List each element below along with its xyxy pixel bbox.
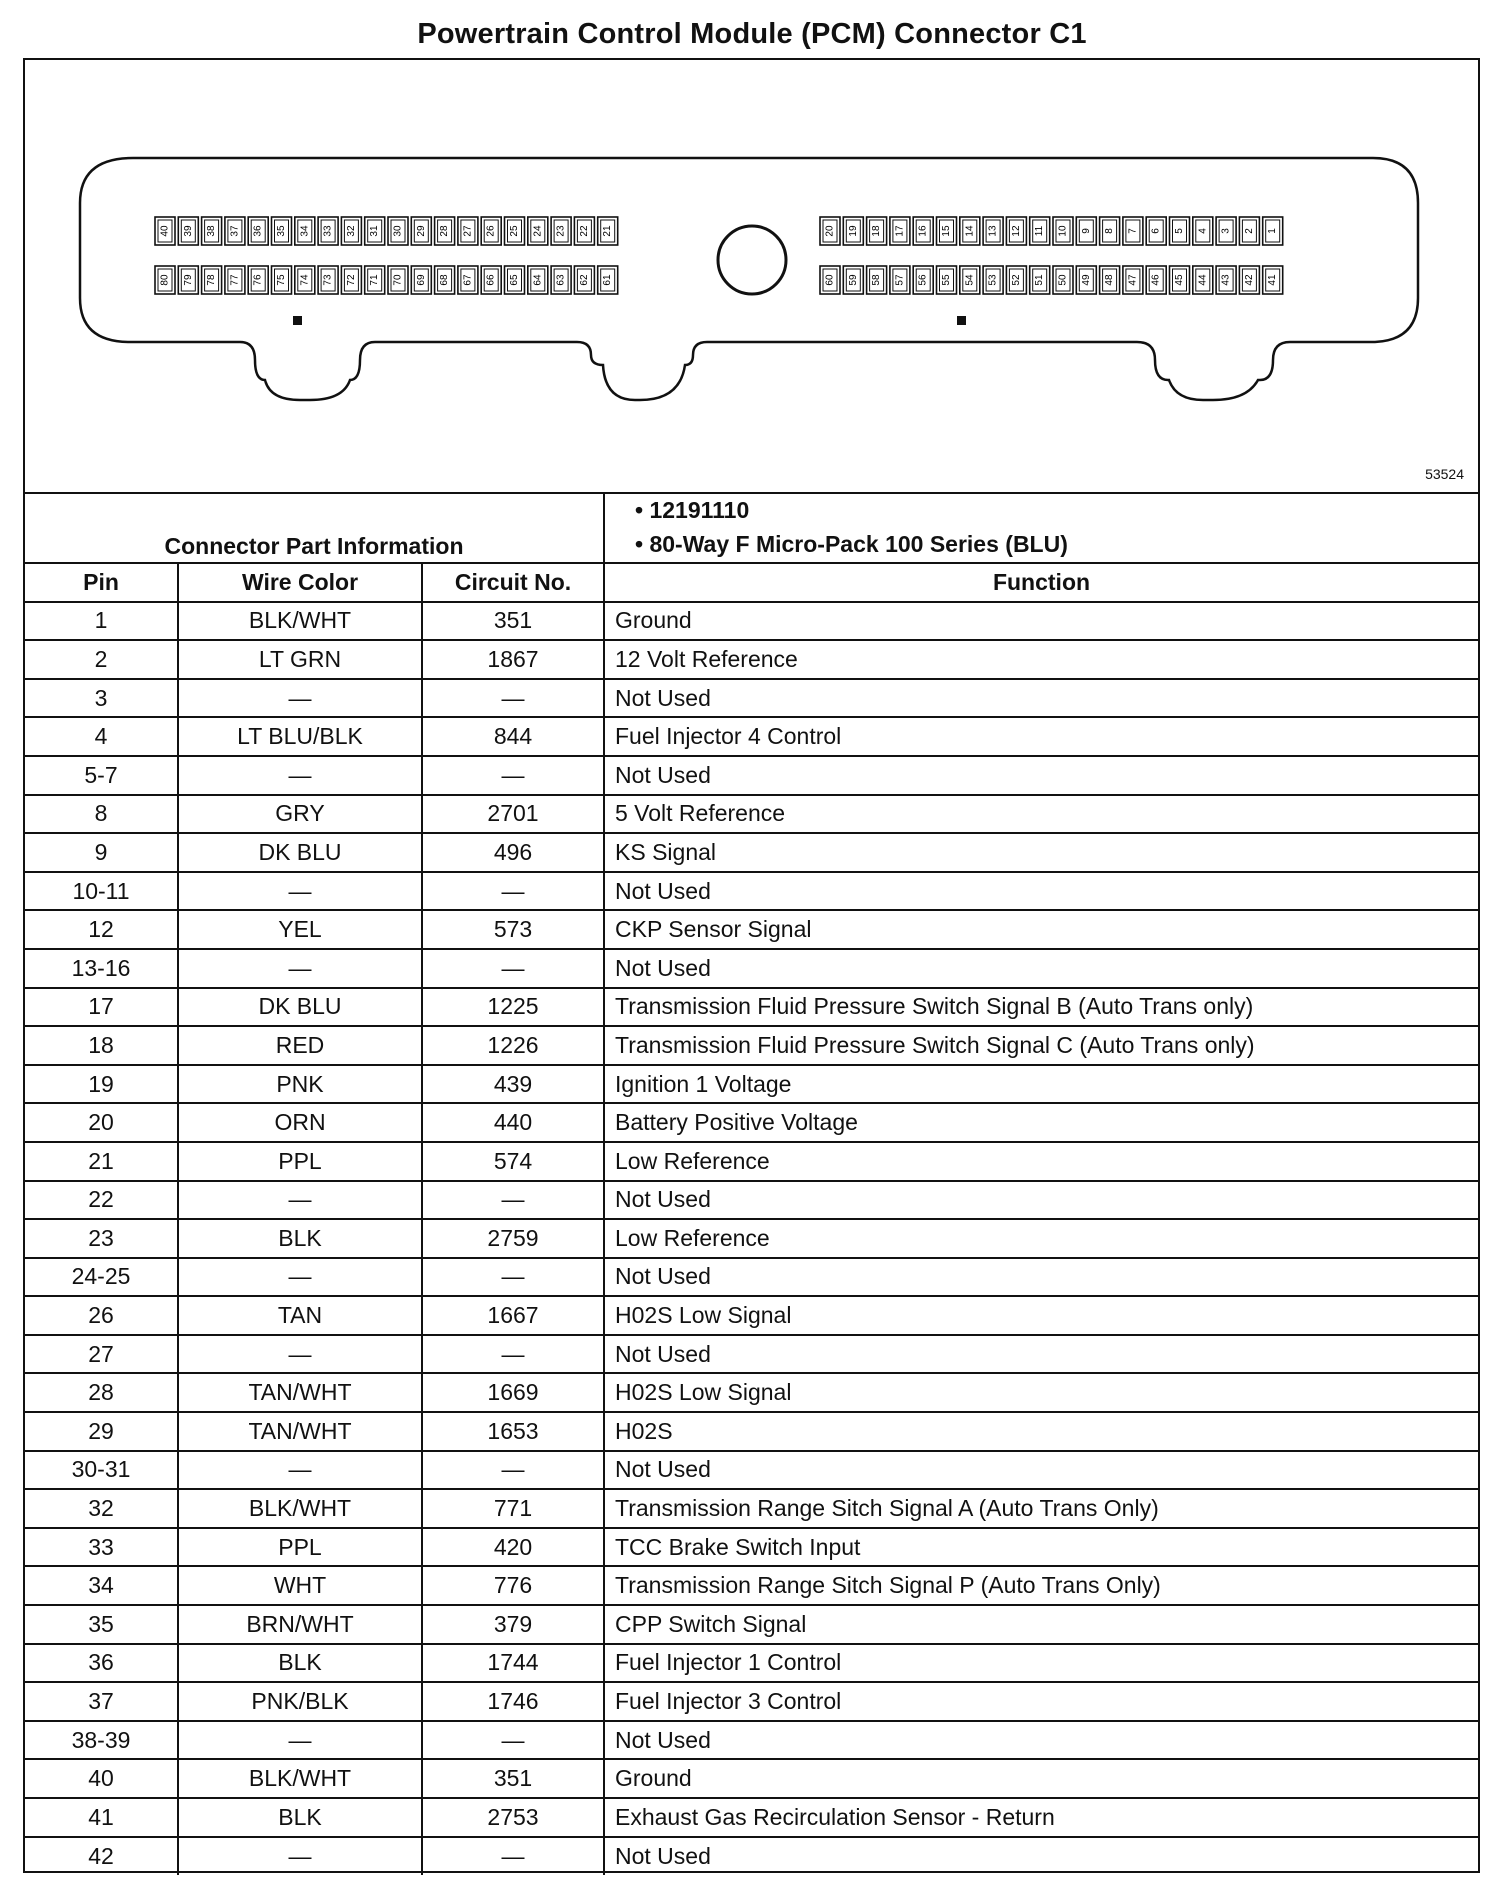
pin-number: 68 bbox=[439, 274, 451, 286]
table-row bbox=[25, 1296, 1478, 1335]
header-pin: Pin bbox=[25, 563, 178, 602]
polarity-dot-left bbox=[293, 316, 302, 325]
function-cell: Battery Positive Voltage bbox=[604, 1103, 1478, 1142]
polarity-dot-right bbox=[957, 316, 966, 325]
pin-number: 40 bbox=[159, 225, 171, 237]
pin-number: 78 bbox=[206, 274, 218, 286]
wire-color-cell: BLK/WHT bbox=[178, 1489, 422, 1528]
circuit-no-cell: 1667 bbox=[422, 1296, 604, 1335]
pin-number: 12 bbox=[1010, 225, 1022, 237]
pin-number: 22 bbox=[578, 225, 590, 237]
pin-cell: 2 bbox=[25, 640, 178, 679]
table-row bbox=[25, 1335, 1478, 1374]
circuit-no-cell: — bbox=[422, 1258, 604, 1297]
function-cell: Not Used bbox=[604, 679, 1478, 718]
pin-number: 48 bbox=[1104, 274, 1116, 286]
pin-number: 57 bbox=[894, 274, 906, 286]
wire-color-cell: DK BLU bbox=[178, 988, 422, 1027]
pin-cell: 4 bbox=[25, 717, 178, 756]
table-row bbox=[25, 833, 1478, 872]
circuit-no-cell: 420 bbox=[422, 1528, 604, 1567]
pin-number: 73 bbox=[322, 274, 334, 286]
pin-number: 77 bbox=[229, 274, 241, 286]
connector-drawing bbox=[25, 60, 1478, 492]
pin-number: 45 bbox=[1174, 274, 1185, 286]
function-cell: Transmission Range Sitch Signal P (Auto Trans Only) bbox=[604, 1566, 1478, 1605]
table-row bbox=[25, 1181, 1478, 1220]
circuit-no-cell: 1744 bbox=[422, 1644, 604, 1683]
function-cell: Ground bbox=[604, 1759, 1478, 1798]
pin-number: 38 bbox=[206, 225, 218, 237]
circuit-no-cell: 1669 bbox=[422, 1373, 604, 1412]
pin-number: 52 bbox=[1010, 274, 1022, 286]
function-cell: 12 Volt Reference bbox=[604, 640, 1478, 679]
table-row bbox=[25, 1644, 1478, 1683]
pin-number: 23 bbox=[555, 225, 567, 237]
circuit-no-cell: 1867 bbox=[422, 640, 604, 679]
pin-number: 1 bbox=[1267, 228, 1279, 234]
pin-number: 59 bbox=[847, 274, 859, 286]
table-row bbox=[25, 1373, 1478, 1412]
circuit-no-cell: — bbox=[422, 872, 604, 911]
pin-number: 64 bbox=[532, 274, 544, 286]
pin-number: 26 bbox=[485, 225, 497, 237]
function-cell: CPP Switch Signal bbox=[604, 1605, 1478, 1644]
wire-color-cell: — bbox=[178, 679, 422, 718]
wire-color-cell: BLK bbox=[178, 1219, 422, 1258]
table-row bbox=[25, 679, 1478, 718]
wire-color-cell: GRY bbox=[178, 795, 422, 834]
pin-number: 14 bbox=[964, 225, 976, 237]
pin-number: 28 bbox=[439, 225, 451, 237]
pin-cell: 35 bbox=[25, 1605, 178, 1644]
function-cell: Ignition 1 Voltage bbox=[604, 1065, 1478, 1104]
table-row bbox=[25, 717, 1478, 756]
table-row bbox=[25, 1219, 1478, 1258]
circuit-no-cell: — bbox=[422, 1721, 604, 1760]
pin-number: 69 bbox=[415, 274, 427, 286]
wire-color-cell: TAN/WHT bbox=[178, 1373, 422, 1412]
wire-color-cell: ORN bbox=[178, 1103, 422, 1142]
pin-number: 72 bbox=[345, 274, 357, 286]
wire-color-cell: LT GRN bbox=[178, 640, 422, 679]
wire-color-cell: BLK/WHT bbox=[178, 1759, 422, 1798]
key-circle bbox=[718, 226, 786, 294]
pin-cell: 24-25 bbox=[25, 1258, 178, 1297]
pin-cell: 10-11 bbox=[25, 872, 178, 911]
pin-cell: 40 bbox=[25, 1759, 178, 1798]
pin-number: 62 bbox=[578, 274, 590, 286]
circuit-no-cell: 379 bbox=[422, 1605, 604, 1644]
wire-color-cell: PPL bbox=[178, 1142, 422, 1181]
function-cell: H02S bbox=[604, 1412, 1478, 1451]
function-cell: Fuel Injector 1 Control bbox=[604, 1644, 1478, 1683]
connector-part-number: • 12191110 bbox=[635, 497, 750, 523]
function-cell: Low Reference bbox=[604, 1219, 1478, 1258]
wire-color-cell: — bbox=[178, 872, 422, 911]
pin-number: 50 bbox=[1057, 274, 1069, 286]
wire-color-cell: — bbox=[178, 1837, 422, 1876]
wire-color-cell: TAN bbox=[178, 1296, 422, 1335]
wire-color-cell: PPL bbox=[178, 1528, 422, 1567]
circuit-no-cell: 1225 bbox=[422, 988, 604, 1027]
pin-cell: 5-7 bbox=[25, 756, 178, 795]
pin-number: 53 bbox=[987, 274, 999, 286]
wire-color-cell: YEL bbox=[178, 910, 422, 949]
pin-cell: 3 bbox=[25, 679, 178, 718]
pin-number: 10 bbox=[1057, 225, 1069, 237]
pin-number: 3 bbox=[1220, 228, 1232, 234]
table-row bbox=[25, 872, 1478, 911]
wire-color-cell: BLK bbox=[178, 1644, 422, 1683]
pin-cell: 26 bbox=[25, 1296, 178, 1335]
wire-color-cell: PNK bbox=[178, 1065, 422, 1104]
pin-number: 2 bbox=[1243, 228, 1255, 234]
circuit-no-cell: 351 bbox=[422, 1759, 604, 1798]
wire-color-cell: RED bbox=[178, 1026, 422, 1065]
connector-info-label: Connector Part Information bbox=[25, 492, 604, 563]
function-cell: Not Used bbox=[604, 756, 1478, 795]
table-row bbox=[25, 1142, 1478, 1181]
wire-color-cell: BLK/WHT bbox=[178, 602, 422, 641]
pin-number: 16 bbox=[917, 225, 929, 237]
pin-table bbox=[25, 492, 1478, 1875]
function-cell: Transmission Fluid Pressure Switch Signal C (Auto Trans only) bbox=[604, 1026, 1478, 1065]
function-cell: Not Used bbox=[604, 1451, 1478, 1490]
function-cell: Not Used bbox=[604, 1258, 1478, 1297]
pin-number: 54 bbox=[964, 274, 976, 286]
function-cell: Transmission Range Sitch Signal A (Auto Trans Only) bbox=[604, 1489, 1478, 1528]
circuit-no-cell: 574 bbox=[422, 1142, 604, 1181]
pin-number: 13 bbox=[987, 225, 999, 237]
wire-color-cell: TAN/WHT bbox=[178, 1412, 422, 1451]
wire-color-cell: — bbox=[178, 1721, 422, 1760]
page-title: Powertrain Control Module (PCM) Connector C1 bbox=[417, 18, 1087, 50]
circuit-no-cell: 1226 bbox=[422, 1026, 604, 1065]
wire-color-cell: — bbox=[178, 949, 422, 988]
circuit-no-cell: — bbox=[422, 1451, 604, 1490]
table-row bbox=[25, 1412, 1478, 1451]
pin-number: 42 bbox=[1243, 274, 1255, 286]
pin-number: 21 bbox=[602, 225, 614, 237]
pin-number: 7 bbox=[1127, 228, 1139, 234]
pin-number: 58 bbox=[871, 274, 883, 286]
pin-number: 33 bbox=[322, 225, 334, 237]
table-row bbox=[25, 602, 1478, 641]
pin-number: 30 bbox=[392, 225, 404, 237]
circuit-no-cell: 351 bbox=[422, 602, 604, 641]
pin-number: 11 bbox=[1034, 225, 1046, 237]
function-cell: KS Signal bbox=[604, 833, 1478, 872]
pin-number: 19 bbox=[847, 225, 859, 237]
circuit-no-cell: 844 bbox=[422, 717, 604, 756]
pin-number: 43 bbox=[1220, 274, 1232, 286]
pin-number: 5 bbox=[1174, 228, 1185, 234]
pin-cell: 23 bbox=[25, 1219, 178, 1258]
connector-diagram bbox=[25, 60, 1478, 494]
pin-number: 4 bbox=[1197, 228, 1209, 234]
wire-color-cell: — bbox=[178, 1181, 422, 1220]
table-row bbox=[25, 1065, 1478, 1104]
pin-number: 60 bbox=[824, 274, 836, 286]
pin-number: 66 bbox=[485, 274, 497, 286]
wire-color-cell: — bbox=[178, 1258, 422, 1297]
function-cell: Fuel Injector 3 Control bbox=[604, 1682, 1478, 1721]
pin-cell: 9 bbox=[25, 833, 178, 872]
pin-cell: 12 bbox=[25, 910, 178, 949]
pin-number: 25 bbox=[509, 225, 520, 237]
pin-number: 44 bbox=[1197, 274, 1209, 286]
table-row bbox=[25, 1682, 1478, 1721]
circuit-no-cell: 496 bbox=[422, 833, 604, 872]
pin-cell: 18 bbox=[25, 1026, 178, 1065]
header-function: Function bbox=[604, 563, 1478, 602]
pin-number: 39 bbox=[182, 225, 194, 237]
pin-number: 55 bbox=[941, 274, 952, 286]
circuit-no-cell: 2753 bbox=[422, 1798, 604, 1837]
pin-cell: 21 bbox=[25, 1142, 178, 1181]
table-row bbox=[25, 1605, 1478, 1644]
function-cell: Not Used bbox=[604, 1181, 1478, 1220]
wire-color-cell: BRN/WHT bbox=[178, 1605, 422, 1644]
table-row bbox=[25, 988, 1478, 1027]
pin-number: 65 bbox=[509, 274, 520, 286]
wire-color-cell: — bbox=[178, 756, 422, 795]
table-row bbox=[25, 1798, 1478, 1837]
circuit-no-cell: 776 bbox=[422, 1566, 604, 1605]
pin-cell: 37 bbox=[25, 1682, 178, 1721]
table-row bbox=[25, 1103, 1478, 1142]
function-cell: Not Used bbox=[604, 872, 1478, 911]
pin-number: 34 bbox=[299, 225, 311, 237]
pin-number: 56 bbox=[917, 274, 929, 286]
table-row bbox=[25, 1721, 1478, 1760]
circuit-no-cell: — bbox=[422, 1181, 604, 1220]
header-wire-color: Wire Color bbox=[178, 563, 422, 602]
circuit-no-cell: 771 bbox=[422, 1489, 604, 1528]
pin-number: 79 bbox=[182, 274, 194, 286]
table-row bbox=[25, 1489, 1478, 1528]
pin-cell: 8 bbox=[25, 795, 178, 834]
pin-number: 49 bbox=[1080, 274, 1092, 286]
function-cell: H02S Low Signal bbox=[604, 1373, 1478, 1412]
wire-color-cell: — bbox=[178, 1335, 422, 1374]
pin-cell: 27 bbox=[25, 1335, 178, 1374]
pin-cell: 19 bbox=[25, 1065, 178, 1104]
pin-number: 75 bbox=[276, 274, 287, 286]
pin-cell: 42 bbox=[25, 1837, 178, 1876]
circuit-no-cell: 2759 bbox=[422, 1219, 604, 1258]
header-circuit-no: Circuit No. bbox=[422, 563, 604, 602]
circuit-no-cell: — bbox=[422, 756, 604, 795]
table-row bbox=[25, 1528, 1478, 1567]
pin-cell: 30-31 bbox=[25, 1451, 178, 1490]
pin-number: 41 bbox=[1267, 274, 1279, 286]
pin-number: 47 bbox=[1127, 274, 1139, 286]
function-cell: 5 Volt Reference bbox=[604, 795, 1478, 834]
pin-number: 80 bbox=[159, 274, 171, 286]
function-cell: H02S Low Signal bbox=[604, 1296, 1478, 1335]
pin-cell: 34 bbox=[25, 1566, 178, 1605]
function-cell: Low Reference bbox=[604, 1142, 1478, 1181]
table-row bbox=[25, 756, 1478, 795]
wire-color-cell: PNK/BLK bbox=[178, 1682, 422, 1721]
function-cell: TCC Brake Switch Input bbox=[604, 1528, 1478, 1567]
pin-number: 29 bbox=[415, 225, 427, 237]
pin-number: 27 bbox=[462, 225, 474, 237]
pin-number: 63 bbox=[555, 274, 567, 286]
function-cell: Not Used bbox=[604, 949, 1478, 988]
table-row bbox=[25, 795, 1478, 834]
document-frame bbox=[23, 58, 1480, 1873]
table-header-row bbox=[25, 563, 1478, 602]
connector-info-list bbox=[604, 492, 1478, 563]
pin-cell: 29 bbox=[25, 1412, 178, 1451]
table-row bbox=[25, 640, 1478, 679]
connector-description: • 80-Way F Micro-Pack 100 Series (BLU) bbox=[635, 531, 1068, 557]
wire-color-cell: DK BLU bbox=[178, 833, 422, 872]
pin-cell: 36 bbox=[25, 1644, 178, 1683]
table-row bbox=[25, 910, 1478, 949]
pin-cell: 13-16 bbox=[25, 949, 178, 988]
circuit-no-cell: 573 bbox=[422, 910, 604, 949]
pin-cell: 33 bbox=[25, 1528, 178, 1567]
function-cell: Not Used bbox=[604, 1721, 1478, 1760]
pin-number: 46 bbox=[1150, 274, 1162, 286]
pin-cell: 22 bbox=[25, 1181, 178, 1220]
pin-number: 74 bbox=[299, 274, 311, 286]
pin-number: 67 bbox=[462, 274, 474, 286]
table-row bbox=[25, 1837, 1478, 1876]
wire-color-cell: WHT bbox=[178, 1566, 422, 1605]
table-row bbox=[25, 1026, 1478, 1065]
wire-color-cell: BLK bbox=[178, 1798, 422, 1837]
pin-cell: 1 bbox=[25, 602, 178, 641]
figure-id: 53524 bbox=[1425, 466, 1464, 482]
pin-number: 31 bbox=[369, 225, 381, 237]
pin-cell: 32 bbox=[25, 1489, 178, 1528]
circuit-no-cell: 2701 bbox=[422, 795, 604, 834]
table-row bbox=[25, 1759, 1478, 1798]
function-cell: Exhaust Gas Recirculation Sensor - Return bbox=[604, 1798, 1478, 1837]
pin-number: 35 bbox=[276, 225, 287, 237]
wire-color-cell: LT BLU/BLK bbox=[178, 717, 422, 756]
table-row bbox=[25, 1566, 1478, 1605]
pin-cell: 17 bbox=[25, 988, 178, 1027]
pin-number: 6 bbox=[1150, 228, 1162, 234]
circuit-no-cell: 1653 bbox=[422, 1412, 604, 1451]
table-row bbox=[25, 1258, 1478, 1297]
pin-cell: 20 bbox=[25, 1103, 178, 1142]
pin-cell: 41 bbox=[25, 1798, 178, 1837]
circuit-no-cell: 440 bbox=[422, 1103, 604, 1142]
pin-number: 20 bbox=[824, 225, 836, 237]
function-cell: CKP Sensor Signal bbox=[604, 910, 1478, 949]
wire-color-cell: — bbox=[178, 1451, 422, 1490]
circuit-no-cell: — bbox=[422, 679, 604, 718]
pin-number: 36 bbox=[252, 225, 264, 237]
table-row bbox=[25, 949, 1478, 988]
function-cell: Not Used bbox=[604, 1837, 1478, 1876]
circuit-no-cell: — bbox=[422, 1837, 604, 1876]
table-row bbox=[25, 1451, 1478, 1490]
connector-info-row bbox=[25, 492, 1478, 563]
function-cell: Ground bbox=[604, 602, 1478, 641]
circuit-no-cell: 439 bbox=[422, 1065, 604, 1104]
circuit-no-cell: — bbox=[422, 949, 604, 988]
pin-number: 51 bbox=[1034, 274, 1046, 286]
pin-number: 17 bbox=[894, 225, 906, 237]
function-cell: Transmission Fluid Pressure Switch Signal B (Auto Trans only) bbox=[604, 988, 1478, 1027]
pin-cell: 38-39 bbox=[25, 1721, 178, 1760]
pin-number: 15 bbox=[941, 225, 952, 237]
pin-number: 32 bbox=[345, 225, 357, 237]
pin-number: 37 bbox=[229, 225, 241, 237]
pin-number: 61 bbox=[602, 274, 614, 286]
function-cell: Not Used bbox=[604, 1335, 1478, 1374]
pin-number: 70 bbox=[392, 274, 404, 286]
circuit-no-cell: — bbox=[422, 1335, 604, 1374]
pin-number: 9 bbox=[1080, 228, 1092, 234]
pin-cell: 28 bbox=[25, 1373, 178, 1412]
circuit-no-cell: 1746 bbox=[422, 1682, 604, 1721]
pin-number: 18 bbox=[871, 225, 883, 237]
function-cell: Fuel Injector 4 Control bbox=[604, 717, 1478, 756]
pin-number: 8 bbox=[1104, 228, 1116, 234]
pin-number: 71 bbox=[369, 274, 381, 286]
pin-number: 76 bbox=[252, 274, 264, 286]
pin-number: 24 bbox=[532, 225, 544, 237]
